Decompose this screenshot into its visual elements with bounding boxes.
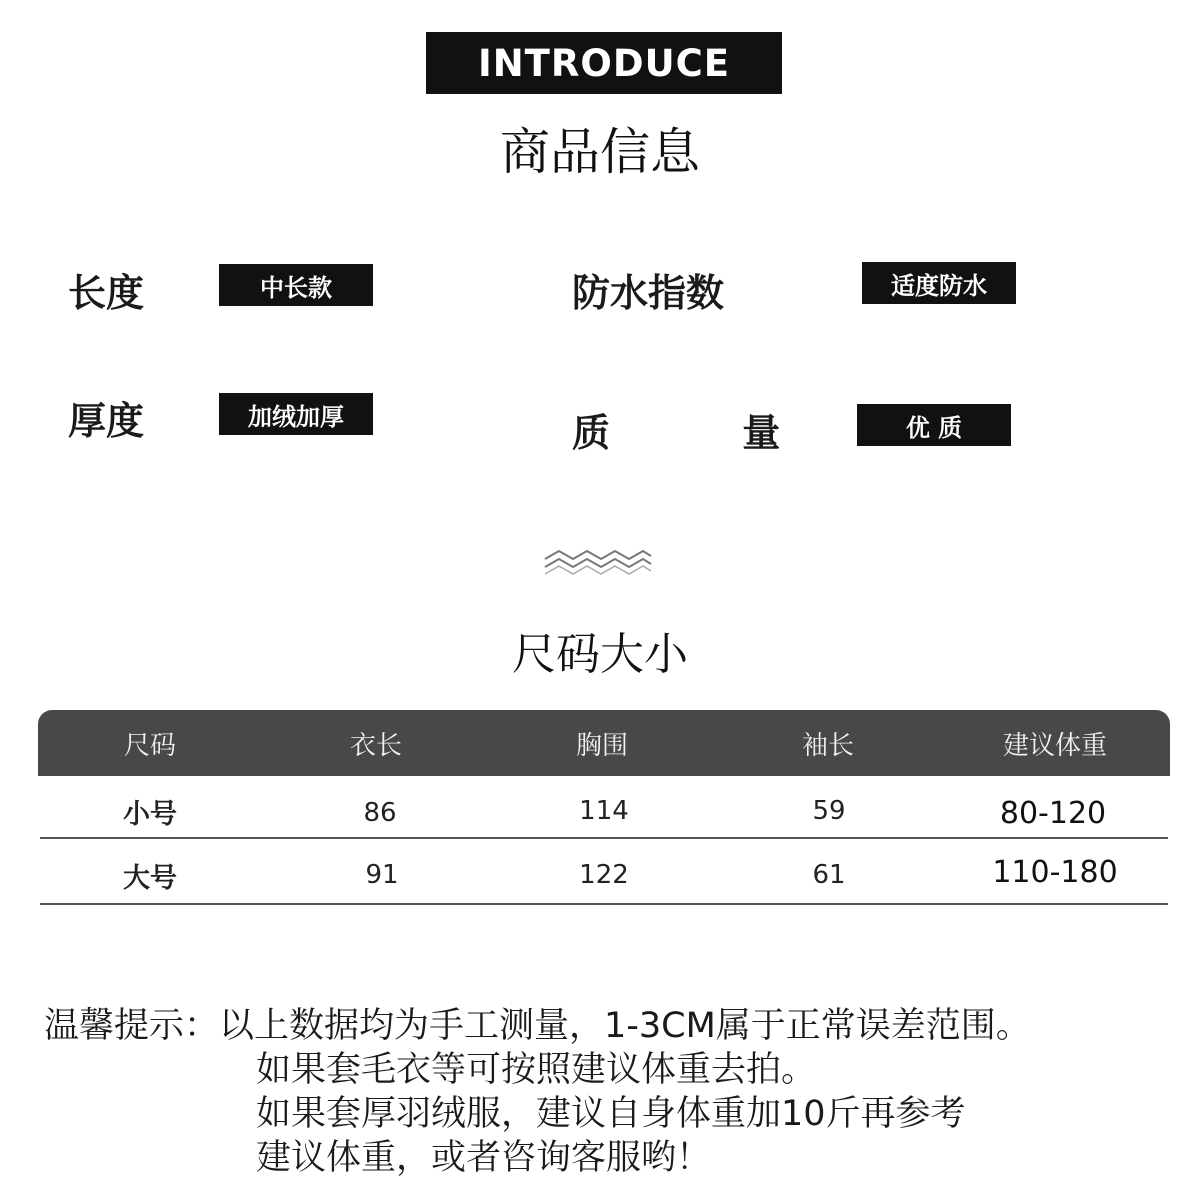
table-cell-length: 91 (365, 860, 399, 890)
attr-value-length (219, 264, 373, 306)
column-header-size: 尺码 (123, 730, 176, 761)
size-table-header (38, 710, 1170, 776)
attr-label-length: 长度 (68, 271, 145, 315)
row-divider (40, 903, 1168, 905)
table-cell-chest: 122 (579, 860, 629, 890)
attr-value-thickness-text: 加绒加厚 (248, 402, 344, 431)
attr-value-waterproof-text: 适度防水 (891, 271, 987, 300)
attr-label-waterproof: 防水指数 (572, 271, 725, 315)
column-header-chest: 胸围 (575, 730, 628, 761)
intro-label: INTRODUCE (477, 41, 731, 85)
table-cell-length: 86 (363, 798, 397, 828)
tips-line-4: 建议体重，或者咨询客服哟！ (256, 1138, 712, 1178)
tips-line-3: 如果套厚羽绒服，建议自身体重加10斤再参考 (256, 1094, 966, 1134)
table-cell-weight: 80-120 (999, 796, 1107, 831)
attr-label-quality: 质 量 (572, 411, 781, 455)
table-cell-chest: 114 (579, 796, 629, 826)
table-cell-size-large: 大号 (123, 863, 177, 894)
column-header-length: 衣长 (349, 730, 402, 761)
column-header-sleeve: 袖长 (801, 730, 854, 761)
table-cell-sleeve: 59 (812, 796, 846, 826)
product-info-title: 商品信息 (500, 123, 700, 181)
row-divider (40, 837, 1168, 839)
attr-label-thickness: 厚度 (68, 399, 145, 443)
zigzag-wave-icon (543, 547, 653, 577)
table-cell-weight: 110-180 (992, 855, 1118, 890)
column-header-weight: 建议体重 (1002, 730, 1107, 761)
attr-value-quality (857, 404, 1011, 446)
attr-value-length-text: 中长款 (260, 273, 332, 302)
attr-value-quality-text: 优 质 (905, 413, 963, 442)
attr-value-thickness (219, 393, 373, 435)
table-cell-sleeve: 61 (812, 860, 846, 890)
tips-line-2: 如果套毛衣等可按照建议体重去拍。 (256, 1050, 817, 1090)
intro-banner (426, 32, 782, 94)
attr-value-waterproof (862, 262, 1016, 304)
table-cell-size-small: 小号 (123, 799, 177, 830)
tips-line-1: 温馨提示：以上数据均为手工测量，1-3CM属于正常误差范围。 (44, 1006, 1031, 1046)
size-section-title: 尺码大小 (512, 629, 688, 680)
